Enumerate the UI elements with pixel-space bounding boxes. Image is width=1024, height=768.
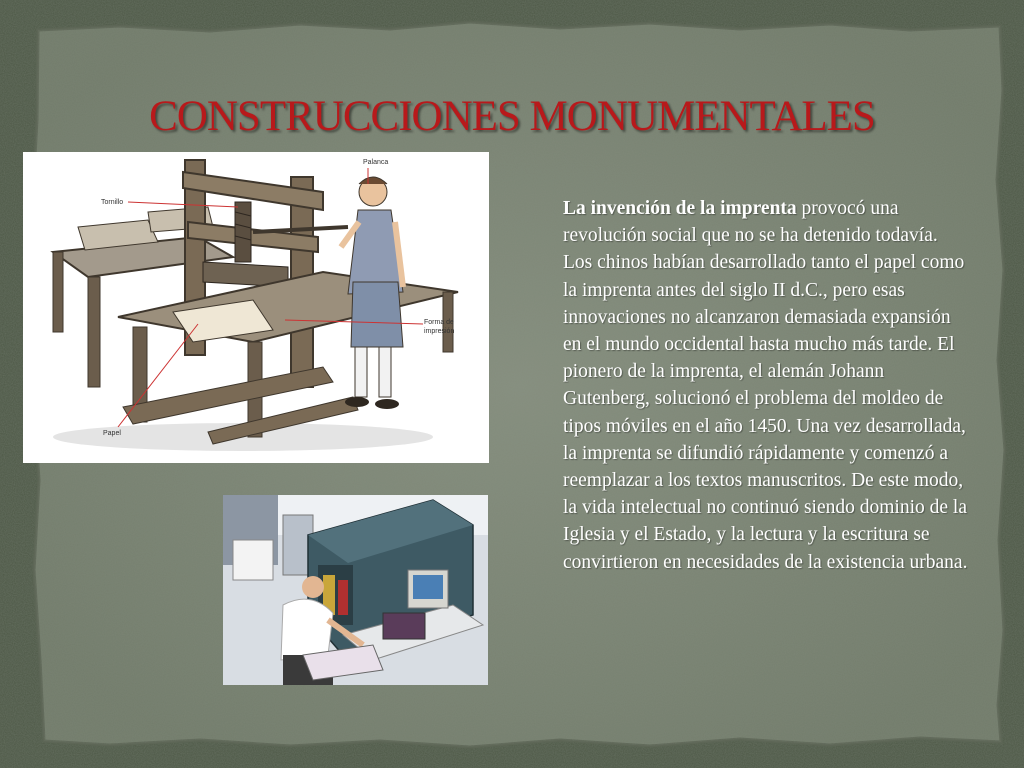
label-tornillo: Tornillo [101, 199, 124, 206]
printing-press-illustration [23, 152, 489, 463]
label-forma: Forma de [424, 319, 454, 326]
label-palanca: Palanca [363, 159, 389, 166]
paragraph-lead: La invención de la imprenta [563, 198, 797, 219]
slide-title: CONSTRUCCIONES MONUMENTALES [149, 93, 875, 140]
offset-press-photo [223, 495, 488, 685]
label-papel: Papel [103, 430, 121, 437]
body-paragraph [563, 195, 968, 576]
paragraph-rest: provocó una revolución social que no se ha detenido todavía. Los chinos habían desarrollado tanto el papel como la imprenta antes del siglo II d.C., pero esas innovaciones no alcanzaron demasiada expansión en el mundo occidental hasta mucho más tarde. El pionero de la imprenta, el alemán Johann Gutenberg, solucionó el problema del moldeo de tipos móviles en el año 1450. Una vez desarrollada, la imprenta se difundió rápidamente y comenzó a reemplazar a los textos manuscritos. De este modo, la vida intelectual no continuó siendo dominio de la Iglesia y el Estado, y la lectura y la escritura se convirtieron en necesidades de la existencia urbana. [563, 198, 968, 573]
label-forma-2: impresión [424, 328, 455, 335]
